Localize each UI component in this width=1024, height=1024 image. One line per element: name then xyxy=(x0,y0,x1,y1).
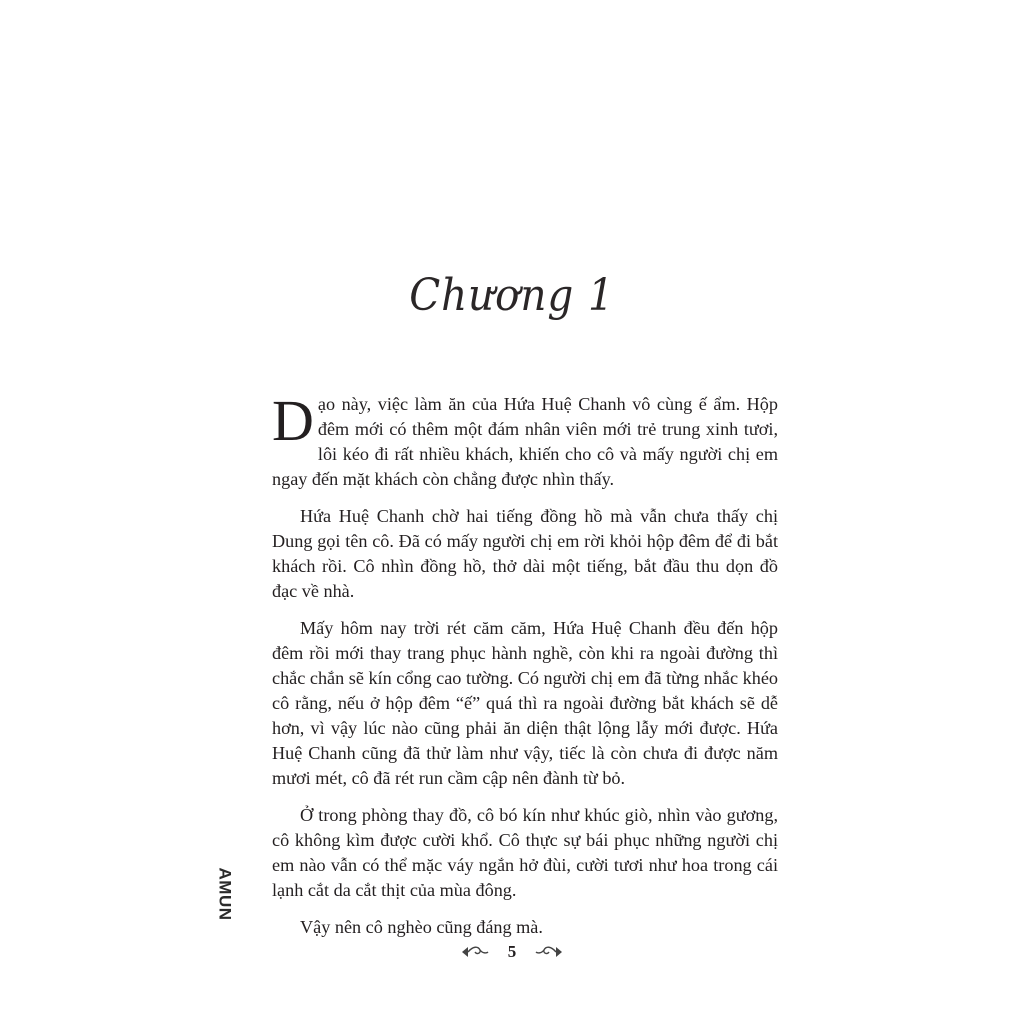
flourish-right-icon xyxy=(534,945,564,959)
publisher-logo-text: AMUN xyxy=(215,867,234,921)
chapter-body xyxy=(272,388,778,952)
paragraph-5: Vậy nên cô nghèo cũng đáng mà. xyxy=(300,917,543,937)
paragraph-1 xyxy=(272,388,778,492)
chapter-title: Chương 1 xyxy=(409,270,615,321)
page-number: 5 xyxy=(507,942,517,961)
flourish-left-icon xyxy=(460,945,490,959)
paragraph-3: Mấy hôm nay trời rét căm căm, Hứa Huệ Chanh đều đến hộp đêm rồi mới thay trang phục hành nghề, còn khi ra ngoài đường thì chắc chắn sẽ kín cổng cao tường. Có người chị em đã từng nhắc khéo cô rằng, nếu ở hộp đêm “ế” quá thì ra ngoài đường bắt khách sẽ dễ hơn, vì vậy lúc nào cũng phải ăn diện thật lộng lẫy mới được. Hứa Huệ Chanh cũng đã thử làm như vậy, tiếc là còn chưa đi được năm mươi mét, cô đã rét run cầm cập nên đành từ bỏ. xyxy=(272,618,778,788)
page-footer xyxy=(0,942,1024,962)
paragraph-1-text: ạo này, việc làm ăn của Hứa Huệ Chanh vô cùng ế ẩm. Hộp đêm mới có thêm một đám nhân viên mới trẻ trung xinh tươi, lôi kéo đi rất nhiều khách, khiến cho cô và mấy người chị em ngay đến mặt khách còn chẳng được nhìn thấy. xyxy=(272,394,778,489)
paragraph-2: Hứa Huệ Chanh chờ hai tiếng đồng hồ mà vẫn chưa thấy chị Dung gọi tên cô. Đã có mấy người chị em rời khỏi hộp đêm để đi bắt khách rồi. Cô nhìn đồng hồ, thở dài một tiếng, bắt đầu thu dọn đồ đạc về nhà. xyxy=(272,506,778,601)
paragraph-4: Ở trong phòng thay đồ, cô bó kín như khúc giò, nhìn vào gương, cô không kìm được cười khổ. Cô thực sự bái phục những người chị em nào vẫn có thể mặc váy ngắn hở đùi, cười tươi như hoa trong cái lạnh cắt da cắt thịt của mùa đông. xyxy=(272,805,778,900)
drop-cap: D xyxy=(272,388,314,453)
publisher-logo xyxy=(212,858,236,930)
